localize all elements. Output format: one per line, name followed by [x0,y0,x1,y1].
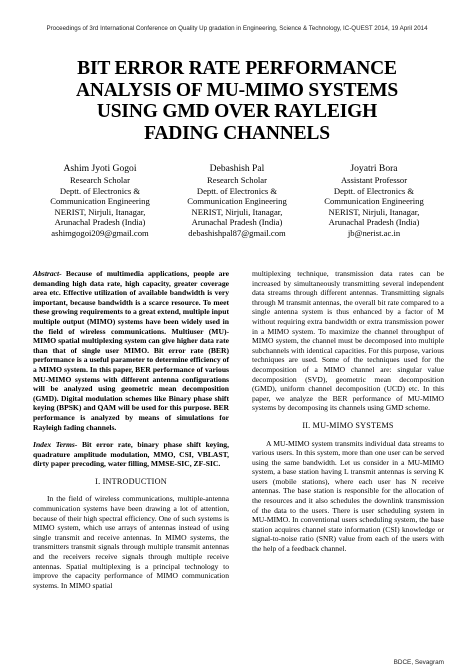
author-institution: NERIST, Nirjuli, Itanagar, [54,206,146,217]
index-terms-text: Bit error rate, binary phase shift keying, quadrature amplitude modulation, MMO, CSI, VBLAST, dirty paper precoding, water filling, MMSE-SIC, ZF-SIC. [33,440,229,469]
title-line: USING GMD OVER RAYLEIGH [96,101,378,122]
title-line: BIT ERROR RATE PERFORMANCE [77,58,397,79]
author-position: Assistant Professor [340,175,408,185]
section-heading-mu-mimo: II. MU-MIMO SYSTEMS [302,420,394,430]
author-name: Joyatri Bora [350,163,398,174]
paper-title [30,58,444,144]
author-institution: NERIST, Nirjuli, Itanagar, [328,206,420,217]
author-department: Communication Engineering [187,196,287,207]
abstract-text: Because of multimedia applications, people are demanding high data rate, high capacity, greater coverage area etc. Effective utilization of available bandwidth is very important, because bandwidth is a scarce resource. To meet these growing requirements to a great extend, multiple input multiple output (MIMO) systems have been widely used in the field of wireless communications. Multiuser (MU)-MIMO spatial multiplexing system can give higher data rate than that of single user MIMO. Bit error rate (BER) performance is a useful parameter to determine efficiency of a MIMO system. In this paper, BER performance of various MU-MIMO systems with different antenna configurations will be analyzed using geometric mean decomposition (GMD). Digital modulation schemes like Binary phase shift keying (BPSK) and QAM will be used for this purpose. BER performance is analyzed by means of simulations for Rayleigh fading channels. [33,269,229,432]
section-heading-introduction: I. INTRODUCTION [95,476,167,486]
author-position: Research Scholar [70,175,130,185]
author-name: Ashim Jyoti Gogoi [63,163,137,174]
author-position: Research Scholar [207,175,267,185]
author-department: Deptt. of Electronics & [196,185,278,196]
introduction-continued-paragraph: multiplexing technique, transmission data rates can be increased by simultaneously transmitting several independent data streams through different antennas. Transmitting signals through M transmit antennas, the overall bit rate compared to a single antenna system is thus enhanced by a factor of M without requiring extra bandwidth or extra transmission power in a MIMO system. To maximize the channel throughput of MIMO system, the channel must be decomposed into multiple subchannels with identical capacities. For this purpose, various techniques are used. Some of the techniques used for the decomposition of a MIMO channel are: singular value decomposition (SVD), geometric mean decomposition (GMD), uniform channel decomposition (UCD) etc. In this paper, we analyze the BER performance of MU-MIMO systems by decomposing its channels using GMD scheme. [252,269,444,413]
author-location: Arunachal Pradesh (India) [191,217,283,228]
conference-header: Proceedings of 3rd International Conference on Quality Up gradation in Engineering, Science & Technology, IC-QUEST 2014, 19 April 2014 [46,25,428,32]
author-department: Deptt. of Electronics & [59,185,141,196]
abstract [33,269,229,432]
left-column [33,269,229,598]
author-email: jb@nerist.ac.in [347,227,401,238]
author-email: ashimgogoi209@gmail.com [51,227,149,238]
author-name: Debashish Pal [209,163,265,174]
index-terms-label: Index Terms- [33,440,78,450]
title-line: ANALYSIS OF MU-MIMO SYSTEMS [76,79,398,101]
page-footer: BDCE, Sevagram [393,659,444,666]
author-department: Communication Engineering [324,196,424,207]
author-1 [30,163,170,239]
abstract-label: Abstract- [33,269,62,278]
author-location: Arunachal Pradesh (India) [328,217,420,228]
author-2 [167,163,307,239]
right-column [252,269,444,562]
author-3 [304,163,444,239]
author-department: Deptt. of Electronics & [333,185,415,196]
index-terms [33,440,229,469]
author-department: Communication Engineering [50,196,150,207]
introduction-paragraph: In the field of wireless communications, multiple-antenna communication systems have been drawing a lot of attention, because of their high spectral efficiency. One of such systems is MIMO system, which use arrays of antennas instead of using single transmit and receive antennas. In MIMO systems, the transmitters transmit signals through multiple transmit antennas and the receivers receive signals through multiple receive antennas. Spatial multiplexing is a principal technology to improve the capacity performance of MIMO communication systems. In MIMO spatial [33,494,229,590]
author-institution: NERIST, Nirjuli, Itanagar, [191,206,283,217]
author-location: Arunachal Pradesh (India) [54,217,146,228]
author-email: debashishpal87@gmail.com [188,227,286,238]
mu-mimo-paragraph: A MU-MIMO system transmits individual data streams to various users. In this system, more than one user can be served using the same bandwidth. Let us consider in a MU-MIMO system, a base station having L transmit antennas is serving K users (mobile stations), where each user has N receive antennas. The base station is responsible for the allocation of the resources and it also schedules the downlink transmission of the data to the users. There is user scheduling system in MU-MIMO. In conventional users scheduling system, the base station acquires channel state information (CSI) knowledge or signal-to-noise ratio (SNR) value from each of the users with the help of a feedback channel. [252,438,444,554]
title-line: FADING CHANNELS [144,122,330,144]
